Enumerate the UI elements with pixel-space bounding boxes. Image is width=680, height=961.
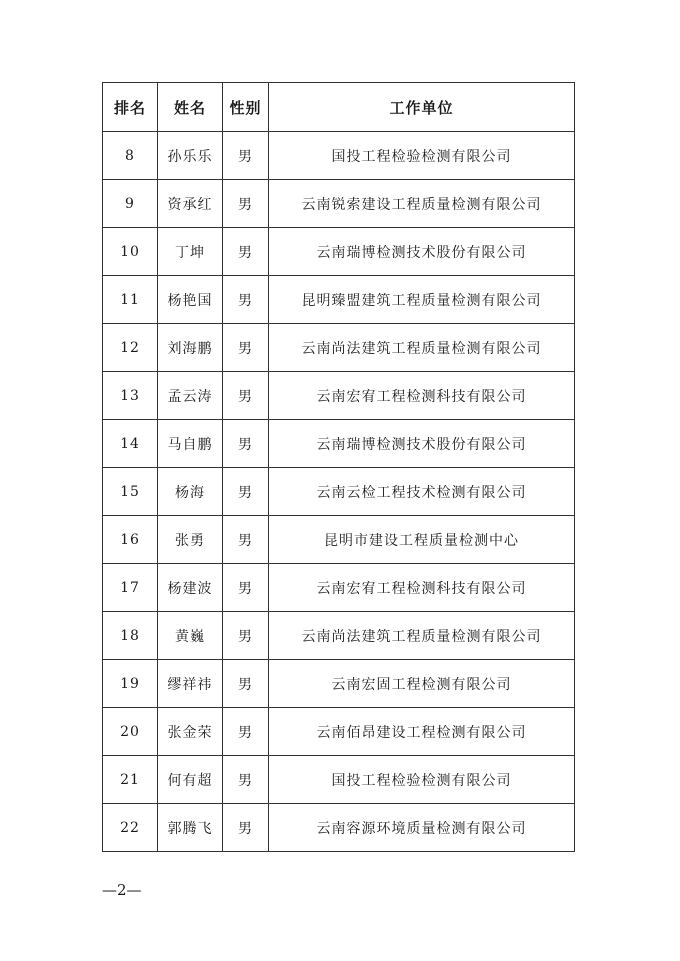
table-row [103,180,575,228]
work-unit-cell: 云南尚法建筑工程质量检测有限公司 [269,612,575,660]
header-work-unit: 工作单位 [269,83,575,132]
work-unit-cell: 云南佰昂建设工程检测有限公司 [269,708,575,756]
name-cell: 孙乐乐 [158,132,223,180]
name-cell: 杨海 [158,468,223,516]
table-row [103,756,575,804]
rank-cell: 10 [103,228,158,276]
table-row [103,132,575,180]
rank-cell: 17 [103,564,158,612]
table-row [103,516,575,564]
table-body [103,132,575,852]
table-row [103,804,575,852]
gender-cell: 男 [223,804,269,852]
work-unit-cell: 云南云检工程技术检测有限公司 [269,468,575,516]
name-cell: 孟云涛 [158,372,223,420]
gender-cell: 男 [223,420,269,468]
rank-cell: 21 [103,756,158,804]
name-cell: 杨建波 [158,564,223,612]
gender-cell: 男 [223,612,269,660]
table-row [103,564,575,612]
rank-cell: 13 [103,372,158,420]
header-row [103,83,575,132]
work-unit-cell: 国投工程检验检测有限公司 [269,756,575,804]
work-unit-cell: 昆明市建设工程质量检测中心 [269,516,575,564]
work-unit-cell: 云南瑞博检测技术股份有限公司 [269,228,575,276]
rank-cell: 19 [103,660,158,708]
gender-cell: 男 [223,564,269,612]
gender-cell: 男 [223,228,269,276]
name-cell: 郭腾飞 [158,804,223,852]
rank-cell: 11 [103,276,158,324]
rank-cell: 20 [103,708,158,756]
name-cell: 杨艳国 [158,276,223,324]
gender-cell: 男 [223,756,269,804]
name-cell: 张金荣 [158,708,223,756]
work-unit-cell: 云南容源环境质量检测有限公司 [269,804,575,852]
table-row [103,372,575,420]
name-cell: 丁坤 [158,228,223,276]
ranking-table [102,82,575,852]
name-cell: 马自鹏 [158,420,223,468]
table-row [103,708,575,756]
page-number: —2— [102,881,142,899]
work-unit-cell: 云南宏宥工程检测科技有限公司 [269,372,575,420]
work-unit-cell: 云南锐索建设工程质量检测有限公司 [269,180,575,228]
rank-cell: 15 [103,468,158,516]
gender-cell: 男 [223,132,269,180]
gender-cell: 男 [223,372,269,420]
rank-cell: 8 [103,132,158,180]
header-name: 姓名 [158,83,223,132]
rank-cell: 12 [103,324,158,372]
gender-cell: 男 [223,660,269,708]
table-row [103,420,575,468]
work-unit-cell: 云南尚法建筑工程质量检测有限公司 [269,324,575,372]
name-cell: 何有超 [158,756,223,804]
work-unit-cell: 云南宏固工程检测有限公司 [269,660,575,708]
name-cell: 刘海鹏 [158,324,223,372]
gender-cell: 男 [223,708,269,756]
rank-cell: 9 [103,180,158,228]
rank-cell: 16 [103,516,158,564]
table-row [103,660,575,708]
table-row [103,228,575,276]
name-cell: 张勇 [158,516,223,564]
name-cell: 缪祥祎 [158,660,223,708]
name-cell: 黄巍 [158,612,223,660]
work-unit-cell: 云南宏宥工程检测科技有限公司 [269,564,575,612]
work-unit-cell: 云南瑞博检测技术股份有限公司 [269,420,575,468]
gender-cell: 男 [223,468,269,516]
table-row [103,276,575,324]
work-unit-cell: 国投工程检验检测有限公司 [269,132,575,180]
gender-cell: 男 [223,324,269,372]
gender-cell: 男 [223,516,269,564]
header-gender: 性别 [223,83,269,132]
work-unit-cell: 昆明臻盟建筑工程质量检测有限公司 [269,276,575,324]
table-row [103,324,575,372]
name-cell: 资承红 [158,180,223,228]
table-row [103,468,575,516]
table-row [103,612,575,660]
header-rank: 排名 [103,83,158,132]
gender-cell: 男 [223,276,269,324]
table-header [103,83,575,132]
rank-cell: 22 [103,804,158,852]
rank-cell: 18 [103,612,158,660]
gender-cell: 男 [223,180,269,228]
rank-cell: 14 [103,420,158,468]
